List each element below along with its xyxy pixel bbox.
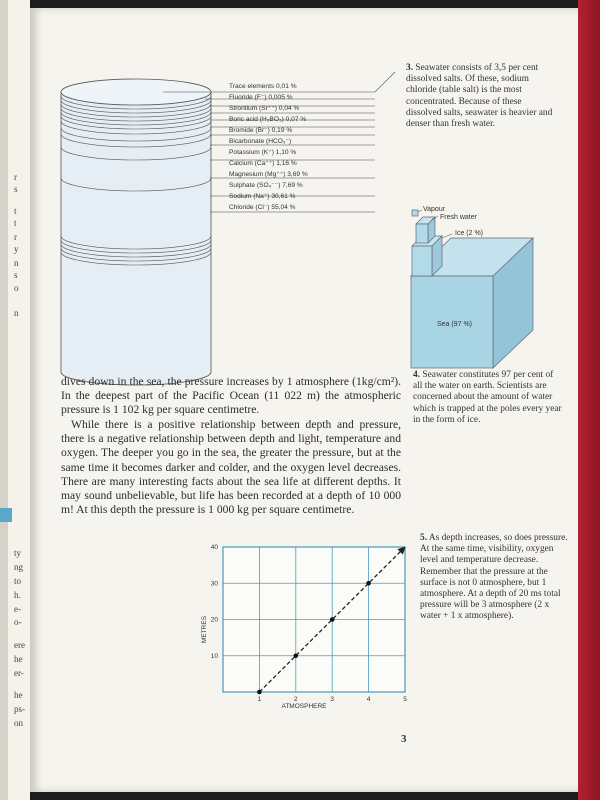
- salt-label: Boric acid (H₃BO₃) 0,07 %: [229, 116, 307, 123]
- pressure-chart: [201, 544, 407, 710]
- facing-fragment: s: [14, 184, 18, 194]
- facing-fragment: to: [14, 576, 22, 586]
- salt-labels: [229, 83, 308, 211]
- chart-point: [366, 581, 371, 586]
- salt-label: Bicarbonate (HCO₃⁻): [229, 138, 292, 145]
- sea-label: Sea (97 %): [437, 321, 473, 328]
- caption-3-number: 3.: [406, 63, 414, 73]
- facing-fragment: y: [14, 244, 19, 254]
- ice-label: Ice (2 %): [455, 230, 484, 237]
- facing-fragment: t: [14, 206, 17, 216]
- facing-fragment: he: [14, 690, 23, 700]
- chart-x-tick-label: 5: [403, 696, 407, 703]
- chart-x-tick-label: 1: [257, 696, 262, 703]
- ice-cube-front: [412, 246, 432, 276]
- facing-fragment: he: [14, 654, 23, 664]
- caption-5-number: 5.: [420, 533, 428, 543]
- paragraph-1: dives down in the sea, the pressure increases by 1 atmosphere (1kg/cm²). In the deepest part of the Pacific Ocean (11 022 m) the atmospheric pressure is 1 102 kg per square centimetre.: [61, 375, 401, 417]
- salt-label: Potassium (K⁺) 1,10 %: [229, 149, 297, 156]
- caption-3: [406, 63, 556, 130]
- facing-fragment: ps-: [14, 704, 25, 714]
- chart-point: [330, 617, 335, 622]
- caption-4-text: Seawater constitutes 97 per cent of all the water on earth. Scientists are concerned about the amount of water which is trapped at the poles every year in the form of ice.: [413, 370, 562, 425]
- facing-fragment: s: [14, 270, 18, 280]
- chart-y-tick-label: 20: [210, 616, 218, 624]
- chart-y-axis-label: METRES: [201, 615, 208, 644]
- salt-label: Trace elements 0,01 %: [229, 83, 297, 90]
- caption-5-text: As depth increases, so does pressure. At the same time, visibility, oxygen level and temperature decrease. Remember that the pressure at the surface is not 0 atmosphere, but 1 atmosphere. At a depth of 20 ms total pressure will be 3 atmosphere (2 x water + 1 x atmosphere).: [420, 533, 568, 622]
- facing-fragment: r: [14, 172, 17, 182]
- fresh-cube-front: [416, 224, 428, 243]
- chart-y-tick-label: 30: [210, 580, 218, 588]
- salt-label: Strontium (Sr⁺⁺) 0,04 %: [229, 105, 300, 112]
- caption-4: [413, 370, 565, 426]
- salt-label: Calcium (Ca⁺⁺) 1,16 %: [229, 160, 297, 167]
- salt-label: Magnesium (Mg⁺⁺) 3,69 %: [229, 171, 308, 178]
- facing-fragment: n: [14, 308, 19, 318]
- vapour-cube: [412, 210, 418, 216]
- facing-fragment: ng: [14, 562, 23, 572]
- page-number: 3: [401, 733, 407, 745]
- facing-fragment: t: [14, 218, 17, 228]
- facing-fragment: ere: [14, 640, 25, 650]
- salt-label: Fluoride (F⁻) 0,005 %: [229, 94, 293, 101]
- facing-fragment: n: [14, 258, 19, 268]
- facing-fragment: r: [14, 232, 17, 242]
- facing-fragment: er-: [14, 668, 24, 678]
- facing-fragment: on: [14, 718, 23, 728]
- facing-fragment: o-: [14, 617, 22, 627]
- facing-fragment: h.: [14, 590, 21, 600]
- salt-cylinder: [61, 79, 211, 385]
- chart-x-axis-label: ATMOSPHERE: [281, 703, 327, 710]
- caption-3-text: Seawater consists of 3,5 per cent dissolved salts. Of these, sodium chloride (table salt) is the most concentrated. Because of these dissolved salts, seawater is heavier and denser than fresh water.: [406, 63, 553, 130]
- caption-4-number: 4.: [413, 370, 421, 380]
- chart-y-tick-label: 40: [210, 544, 218, 551]
- chart-x-tick-label: 3: [330, 696, 335, 703]
- facing-fragment: o: [14, 283, 19, 293]
- caption-5: [420, 533, 568, 623]
- chart-point: [294, 653, 299, 658]
- chart-point: [257, 690, 262, 695]
- vapour-label: Vapour: [423, 206, 446, 213]
- facing-fragment: ty: [14, 548, 22, 558]
- chart-y-tick-label: 10: [210, 652, 218, 660]
- chart-x-tick-label: 2: [293, 696, 298, 703]
- facing-fragment: e-: [14, 604, 21, 614]
- chart-x-tick-label: 4: [366, 696, 371, 703]
- salt-label: Sulphate (SO₄⁻⁻) 7,69 %: [229, 182, 303, 189]
- fresh-water-label: Fresh water: [440, 214, 477, 221]
- paragraph-2: While there is a positive relationship between depth and pressure, there is a negative relationship between depth and light, temperature and oxygen. The deeper you go in the sea, the greater the pressure, but at the same time it becomes darker and colder, and the oxygen level decreases. There are many interesting facts about the sea life at different depths. It may sound unbelievable, but life has been recorded at a depth of 10 000 m! At this depth the pressure is 1 000 kg per square centimetre.: [61, 418, 401, 517]
- salt-label: Bromide (Br⁻) 0,19 %: [229, 127, 293, 134]
- salt-label: Sodium (Na⁺) 30,61 %: [229, 193, 296, 200]
- salt-label: Chloride (Cl⁻) 55,04 %: [229, 204, 296, 211]
